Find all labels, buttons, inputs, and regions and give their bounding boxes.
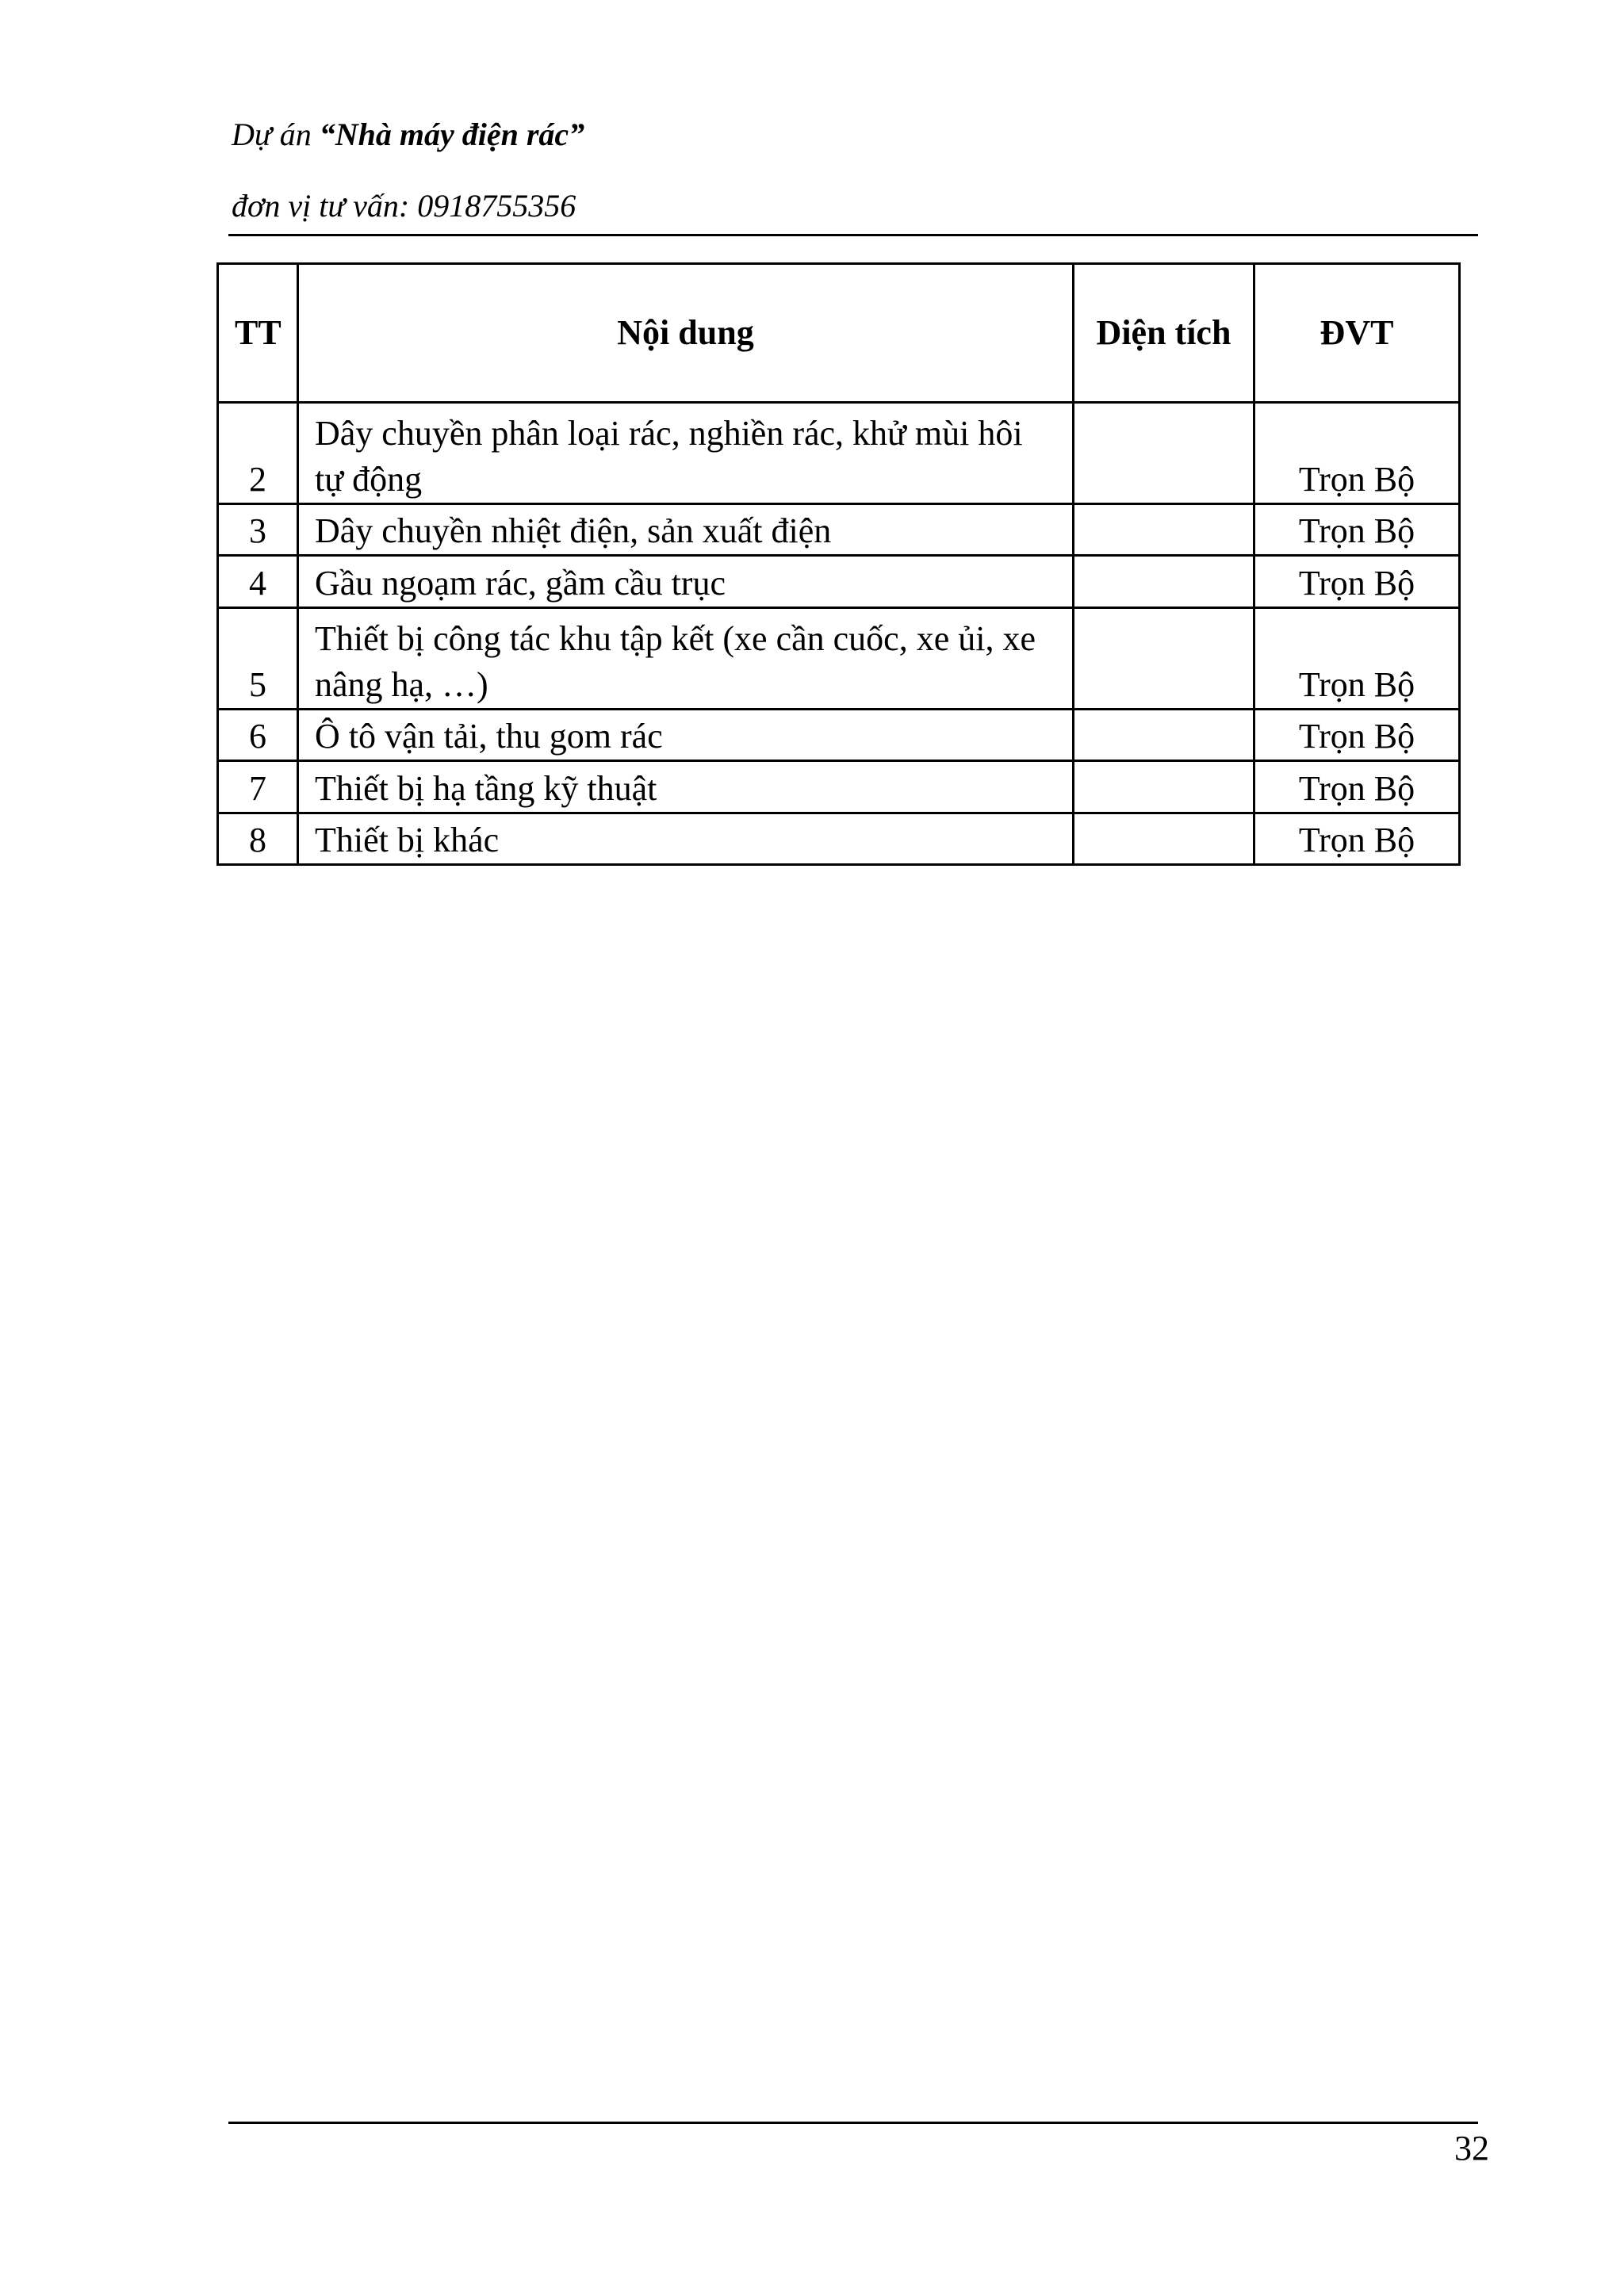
row-tt: 3 [218,504,298,556]
row-unit: Trọn Bộ [1254,608,1460,710]
row-unit: Trọn Bộ [1254,761,1460,813]
row-tt: 5 [218,608,298,710]
row-area [1074,504,1254,556]
row-area [1074,403,1254,504]
header-rule [228,234,1478,236]
row-content: Thiết bị hạ tầng kỹ thuật [298,761,1074,813]
row-tt: 2 [218,403,298,504]
row-area [1074,556,1254,608]
page-number: 32 [1454,2129,1489,2168]
header-unit: ĐVT [1254,264,1460,403]
table-row [218,710,1460,761]
row-content: Ô tô vận tải, thu gom rác [298,710,1074,761]
row-content: Dây chuyền nhiệt điện, sản xuất điện [298,504,1074,556]
row-tt: 4 [218,556,298,608]
header-project-prefix: Dự án [232,117,320,152]
row-unit: Trọn Bộ [1254,504,1460,556]
table-row [218,403,1460,504]
row-area [1074,710,1254,761]
footer-rule [228,2122,1478,2124]
header-tt: TT [218,264,298,403]
row-unit: Trọn Bộ [1254,710,1460,761]
row-tt: 8 [218,813,298,865]
header-consultant: đơn vị tư vấn: 0918755356 [232,188,576,224]
row-unit: Trọn Bộ [1254,556,1460,608]
equipment-table [216,262,1461,866]
table-row [218,813,1460,865]
table-row [218,504,1460,556]
row-unit: Trọn Bộ [1254,403,1460,504]
row-tt: 6 [218,710,298,761]
table-row [218,608,1460,710]
table-row [218,761,1460,813]
header-project-title [232,116,584,153]
row-tt: 7 [218,761,298,813]
row-content: Thiết bị khác [298,813,1074,865]
row-area [1074,608,1254,710]
table-row [218,556,1460,608]
row-area [1074,761,1254,813]
table-header-row [218,264,1460,403]
row-area [1074,813,1254,865]
row-unit: Trọn Bộ [1254,813,1460,865]
header-project-name: “Nhà máy điện rác” [319,117,585,152]
header-content: Nội dung [298,264,1074,403]
row-content: Gầu ngoạm rác, gầm cầu trục [298,556,1074,608]
header-area: Diện tích [1074,264,1254,403]
row-content: Dây chuyền phân loại rác, nghiền rác, khử mùi hôi tự động [298,403,1074,504]
row-content: Thiết bị công tác khu tập kết (xe cần cuốc, xe ủi, xe nâng hạ, …) [298,608,1074,710]
